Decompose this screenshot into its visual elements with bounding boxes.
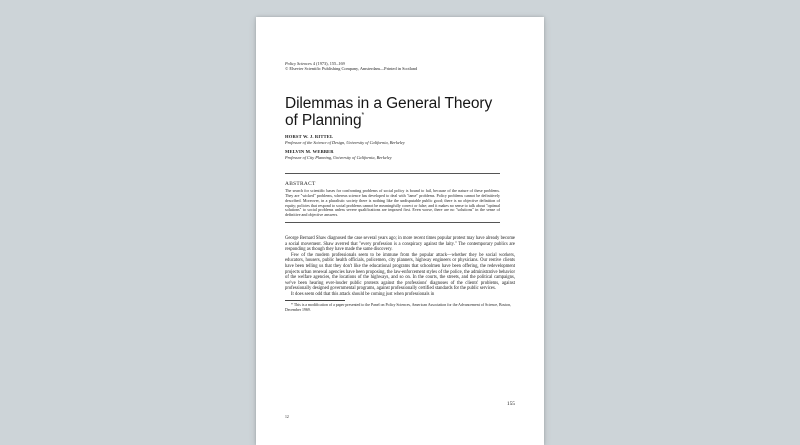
- body-paragraph: It does seem odd that this attack should be coming just when professionals in: [291, 291, 435, 297]
- author-name: MELVIN M. WEBBER: [285, 149, 334, 155]
- footnote: * This is a modification of a paper presented to the Panel on Policy Sciences, American Association for the Advancement of Science, Boston, December 1969.: [285, 303, 512, 312]
- journal-header: [285, 61, 515, 72]
- body-paragraph: Few of the modern professionals seem to be immune from the popular attack—whether they be social workers, educators, housers, public health officials, policemen, city planners, highway engineers or physicians. Our restive clients have been telling us that they don't like the educational programs that schoolmen have been offering, the redevelopment projects urban renewal agencies have been proposing, the law-enforcement styles of the police, the administrative behavior of the welfare agencies, the locations of the highways, and so on. In the courts, the streets, and the political campaigns, we've been hearing ever-louder public protests against the professions' diagnoses of the clients' problems, against professionally designed governmental programs, against professionally certified standards for the public services.: [285, 252, 515, 292]
- title-footnote-marker: *: [361, 111, 365, 119]
- paper-page: [256, 17, 544, 445]
- abstract-text: The search for scientific bases for confronting problems of social policy is bound to fail, because of the nature of these problems. They are "wicked" problems, whereas science has developed to deal with "tame" problems. Policy problems cannot be definitively described. Moreover, in a pluralistic society there is nothing like the undisputable public good; there is no objective definition of equity; policies that respond to social problems cannot be meaningfully correct or false; and it makes no sense to talk about "optimal solutions" to social problems unless severe qualifications are imposed first. Even worse, there are no "solutions" in the sense of definitive and objective answers.: [285, 187, 500, 218]
- abstract-bottom-rule: [285, 222, 500, 223]
- body-text: [285, 236, 515, 297]
- printer-signature: 12: [285, 415, 289, 419]
- author-block: [285, 149, 515, 161]
- journal-name: Policy Sciences: [285, 61, 312, 66]
- title-line-1: Dilemmas in a General Theory: [285, 94, 493, 112]
- author-name: HORST W. J. RITTEL: [285, 133, 334, 139]
- author-affiliation: Professor of City Planning, University of California, Berkeley: [285, 155, 392, 161]
- page-content: [285, 61, 515, 313]
- author-block: [285, 134, 515, 146]
- abstract-heading: ABSTRACT: [285, 180, 316, 187]
- body-paragraph: George Bernard Shaw diagnosed the case several years ago; in more recent times popular protest may have already become a social movement. Shaw averred that "every profession is a conspiracy against the laity." The contemporary publics are responding as though they have made the same discovery.: [285, 236, 515, 253]
- publisher-line: © Elsevier Scientific Publishing Company, Amsterdam—Printed in Scotland: [285, 66, 418, 72]
- footnote-rule: [285, 300, 345, 301]
- author-affiliation: Professor of the Science of Design, University of California, Berkeley: [285, 139, 405, 145]
- title-line-2: of Planning*: [285, 111, 365, 129]
- abstract-top-rule: [285, 173, 500, 174]
- page-number: 155: [506, 401, 515, 407]
- journal-volume: 4 (1973), 155–169: [311, 61, 345, 66]
- paper-title: [285, 95, 515, 129]
